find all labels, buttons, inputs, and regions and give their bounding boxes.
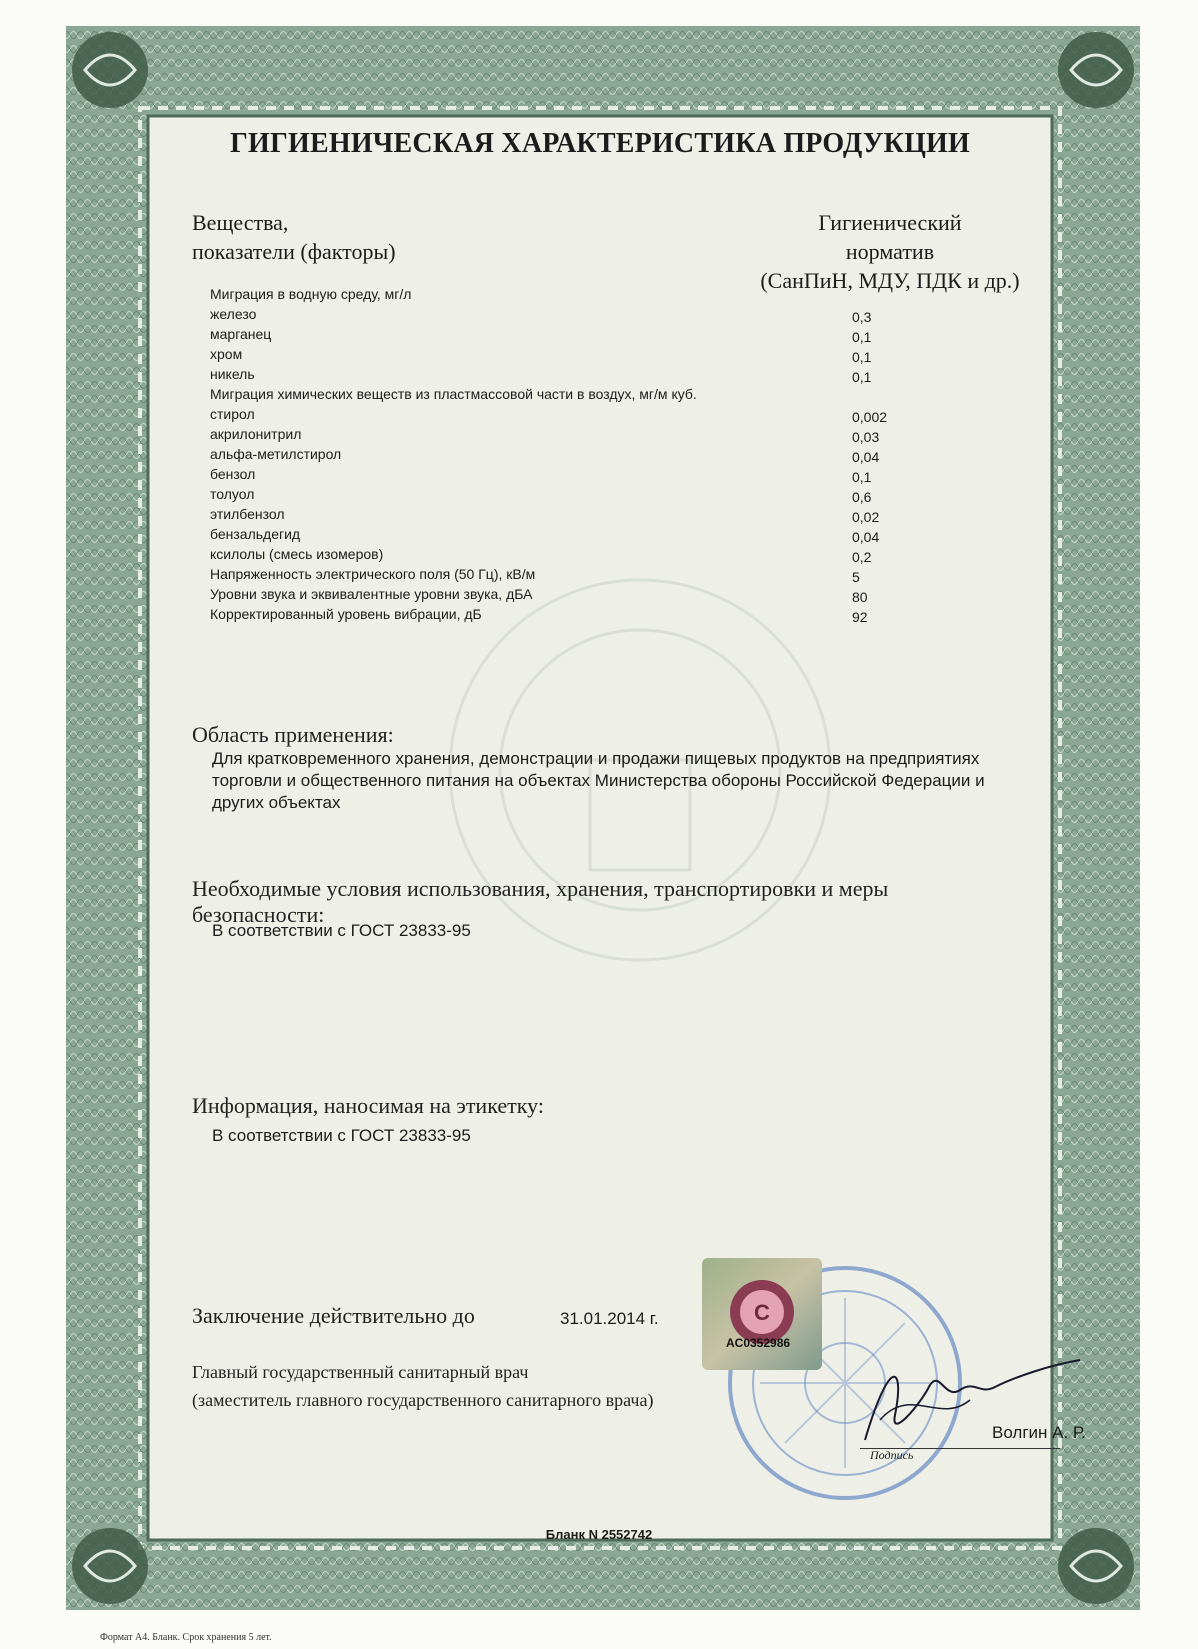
row-value: 80: [852, 589, 868, 605]
row-name: Уровни звука и эквивалентные уровни звука, дБА: [210, 586, 533, 602]
conditions-heading-line1: Необходимые условия использования, хранения, транспортировки и меры: [192, 876, 889, 901]
row-name: этилбензол: [210, 506, 285, 522]
norm-header-line1: Гигиенический: [818, 210, 962, 235]
table-row: [210, 284, 970, 304]
table-row: [210, 364, 970, 384]
row-name: бензальдегид: [210, 526, 301, 542]
norm-header-line2: норматив: [845, 239, 935, 264]
conditions-heading-line2: безопасности:: [192, 902, 325, 927]
row-name: никель: [210, 366, 255, 382]
signatory-name: Волгин А. Р.: [992, 1423, 1086, 1442]
document-title: ГИГИЕНИЧЕСКАЯ ХАРАКТЕРИСТИКА ПРОДУКЦИИ: [229, 128, 971, 159]
substances-column-header: [192, 208, 396, 266]
table-row: [210, 524, 970, 544]
table-row: [210, 404, 970, 424]
row-name: железо: [210, 306, 257, 322]
row-name: бензол: [210, 466, 256, 482]
blank-number: Бланк N 2552742: [545, 1527, 653, 1542]
table-row: [210, 344, 970, 364]
validity-label: Заключение действительно до: [192, 1303, 475, 1328]
signatory-line2: (заместитель главного государственного санитарного врача): [192, 1390, 654, 1410]
validity-date: 31.01.2014 г.: [560, 1309, 659, 1328]
norm-column-header: [730, 208, 1050, 295]
row-name: ксилолы (смесь изомеров): [210, 546, 384, 562]
table-row: [210, 584, 970, 604]
row-value: 0,2: [852, 549, 872, 565]
label-info-text: В соответствии с ГОСТ 23833-95: [212, 1126, 471, 1145]
row-name: акрилонитрил: [210, 426, 302, 442]
conditions-text: В соответствии с ГОСТ 23833-95: [212, 921, 471, 940]
row-value: 0,03: [852, 429, 880, 445]
row-value: 0,1: [852, 349, 872, 365]
row-name: альфа-метилстирол: [210, 446, 342, 462]
table-row: [210, 604, 970, 624]
row-value: 0,3: [852, 309, 872, 325]
row-value: 0,1: [852, 329, 872, 345]
row-name: Миграция химических веществ из пластмассовой части в воздух, мг/м куб.: [210, 386, 697, 402]
row-value: 0,002: [852, 409, 888, 425]
row-value: 0,04: [852, 449, 880, 465]
table-row: [210, 324, 970, 344]
hologram-code: AC0352986: [726, 1336, 791, 1350]
row-value: 92: [852, 609, 868, 625]
table-row: [210, 304, 970, 324]
format-note: Формат А4. Бланк. Срок хранения 5 лет.: [100, 1632, 272, 1643]
row-value: 0,02: [852, 509, 880, 525]
row-name: стирол: [210, 406, 255, 422]
table-row: [210, 504, 970, 524]
table-row: [210, 564, 970, 584]
row-name: Миграция в водную среду, мг/л: [210, 286, 412, 302]
row-name: хром: [210, 346, 243, 362]
table-row: [210, 484, 970, 504]
table-row: [210, 464, 970, 484]
row-value: 5: [852, 569, 860, 585]
row-value: 0,6: [852, 489, 872, 505]
scope-line-1: Для кратковременного хранения, демонстрации и продажи пищевых продуктов на предприятиях: [212, 749, 980, 768]
substances-header-line2: показатели (факторы): [192, 239, 396, 264]
table-row: [210, 384, 970, 404]
row-name: марганец: [210, 326, 272, 342]
table-row: [210, 424, 970, 444]
signature-caption: Подпись: [870, 1448, 914, 1462]
hologram-logo-icon: С: [754, 1300, 770, 1325]
scope-heading: Область применения:: [192, 722, 394, 747]
table-row: [210, 544, 970, 564]
signatory-line1: Главный государственный санитарный врач: [192, 1362, 529, 1382]
table-row: [210, 444, 970, 464]
scope-line-3: других объектах: [212, 793, 341, 812]
row-name: Корректированный уровень вибрации, дБ: [210, 606, 482, 622]
scope-text: [212, 748, 1092, 814]
hologram-sticker: [702, 1258, 822, 1370]
row-value: 0,1: [852, 369, 872, 385]
label-info-heading: Информация, наносимая на этикетку:: [192, 1093, 544, 1118]
row-value: 0,04: [852, 529, 880, 545]
row-value: 0,1: [852, 469, 872, 485]
row-name: Напряженность электрического поля (50 Гц), кВ/м: [210, 566, 536, 582]
substances-header-line1: Вещества,: [192, 210, 289, 235]
norm-header-line3: (СанПиН, МДУ, ПДК и др.): [760, 268, 1020, 293]
row-name: толуол: [210, 486, 255, 502]
hygiene-table: [210, 284, 970, 624]
scope-line-2: торговли и общественного питания на объектах Министерства обороны Российской Федерации и: [212, 771, 985, 790]
